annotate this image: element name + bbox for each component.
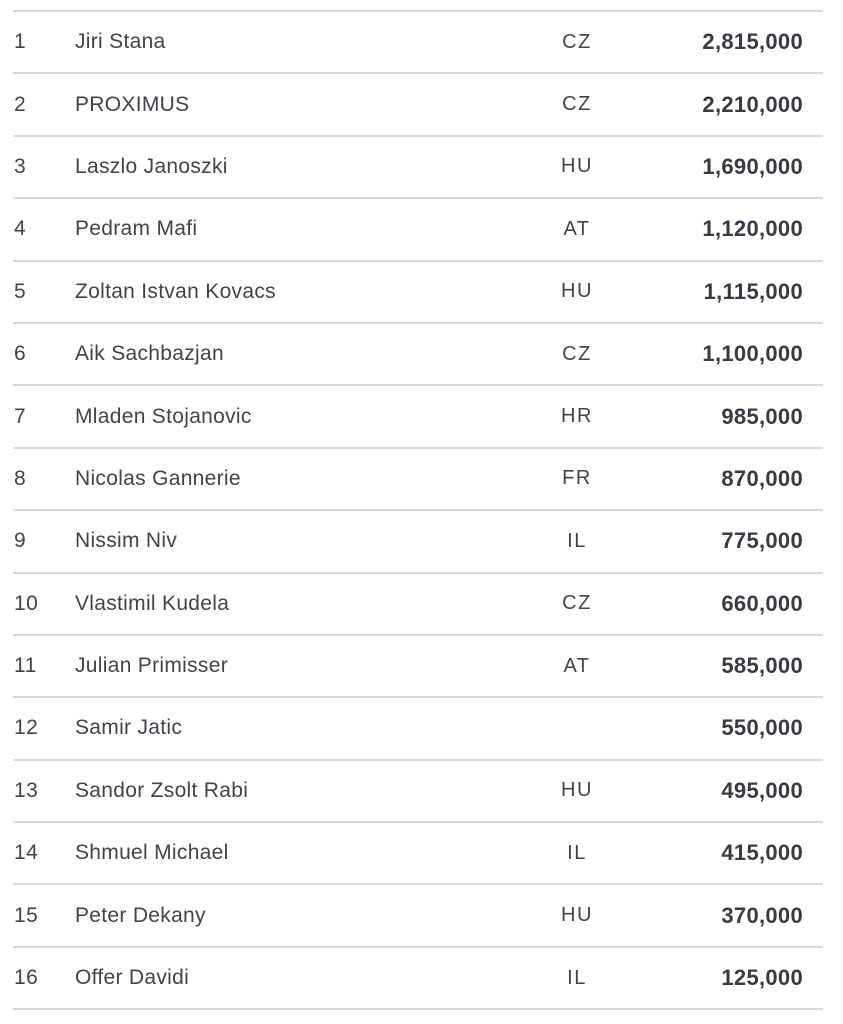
country-code-cell: AT [563,654,591,677]
rank-cell: 4 [14,217,27,241]
player-name-cell: Zoltan Istvan Kovacs [75,279,276,303]
table-row [13,821,823,883]
chip-count-cell: 370,000 [721,902,803,928]
chip-count-cell: 985,000 [721,403,803,429]
chip-count-cell: 1,115,000 [703,278,803,304]
chip-count-cell: 870,000 [721,465,803,491]
player-name-cell: Vlastimil Kudela [75,591,230,615]
player-name-cell: Mladen Stojanovic [75,404,252,428]
country-code-cell: IL [567,841,587,864]
chip-count-cell: 775,000 [721,528,803,554]
table-row [13,135,823,197]
player-name-cell: Nissim Niv [75,529,178,553]
table-row [13,759,823,821]
country-code-cell: IL [567,529,587,552]
country-code-cell: HU [561,280,593,303]
rank-cell: 2 [14,92,27,116]
rank-cell: 7 [14,404,27,428]
chip-count-cell: 2,210,000 [702,91,803,117]
country-code-cell: CZ [562,592,592,615]
player-name-cell: Peter Dekany [75,903,206,927]
country-code-cell: CZ [562,93,592,116]
rank-cell: 13 [14,778,39,802]
table-row [13,696,823,758]
country-code-cell: CZ [562,342,592,365]
country-code-cell: IL [567,966,587,989]
chip-count-cell: 585,000 [721,653,803,679]
table-row [13,946,823,1008]
rank-cell: 6 [14,342,27,366]
chip-count-cell: 495,000 [721,777,803,803]
rank-cell: 1 [14,30,27,54]
table-row [13,572,823,634]
table-row [13,322,823,384]
player-name-cell: Jiri Stana [75,30,166,54]
rank-cell: 8 [14,466,27,490]
country-code-cell: AT [563,217,591,240]
chip-count-cell: 415,000 [721,840,803,866]
chip-count-cell: 1,100,000 [702,341,803,367]
country-code-cell: HU [561,155,593,178]
table-row [13,260,823,322]
table-row [13,634,823,696]
rank-cell: 10 [14,591,39,615]
player-name-cell: Laszlo Janoszki [75,154,228,178]
player-name-cell: Samir Jatic [75,716,183,740]
player-name-cell: Pedram Mafi [75,217,198,241]
table-row [13,384,823,446]
chip-count-cell: 2,815,000 [702,29,803,55]
table-row [13,72,823,134]
table-row [13,10,823,72]
country-code-cell: HR [561,405,593,428]
player-name-cell: Sandor Zsolt Rabi [75,778,249,802]
player-name-cell: Aik Sachbazjan [75,342,224,366]
rank-cell: 5 [14,279,27,303]
player-name-cell: Julian Primisser [75,654,228,678]
player-name-cell: Shmuel Michael [75,841,229,865]
table-row [13,883,823,945]
country-code-cell: CZ [562,30,592,53]
country-code-cell: HU [561,904,593,927]
chip-count-cell: 660,000 [721,590,803,616]
rank-cell: 16 [14,966,39,990]
chip-count-table [13,10,823,1010]
rank-cell: 14 [14,841,39,865]
player-name-cell: Offer Davidi [75,966,190,990]
chip-count-cell: 125,000 [721,965,803,991]
table-row [13,197,823,259]
rank-cell: 11 [14,654,37,678]
country-code-cell: HU [561,779,593,802]
rank-cell: 9 [14,529,27,553]
rank-cell: 12 [14,716,39,740]
chip-count-cell: 550,000 [721,715,803,741]
chip-count-cell: 1,690,000 [702,153,803,179]
table-row [13,447,823,509]
country-code-cell: FR [562,467,592,490]
player-name-cell: Nicolas Gannerie [75,466,241,490]
chip-count-cell: 1,120,000 [702,216,803,242]
table-row [13,509,823,571]
rank-cell: 15 [14,903,39,927]
rank-cell: 3 [14,154,27,178]
player-name-cell: PROXIMUS [75,92,190,116]
